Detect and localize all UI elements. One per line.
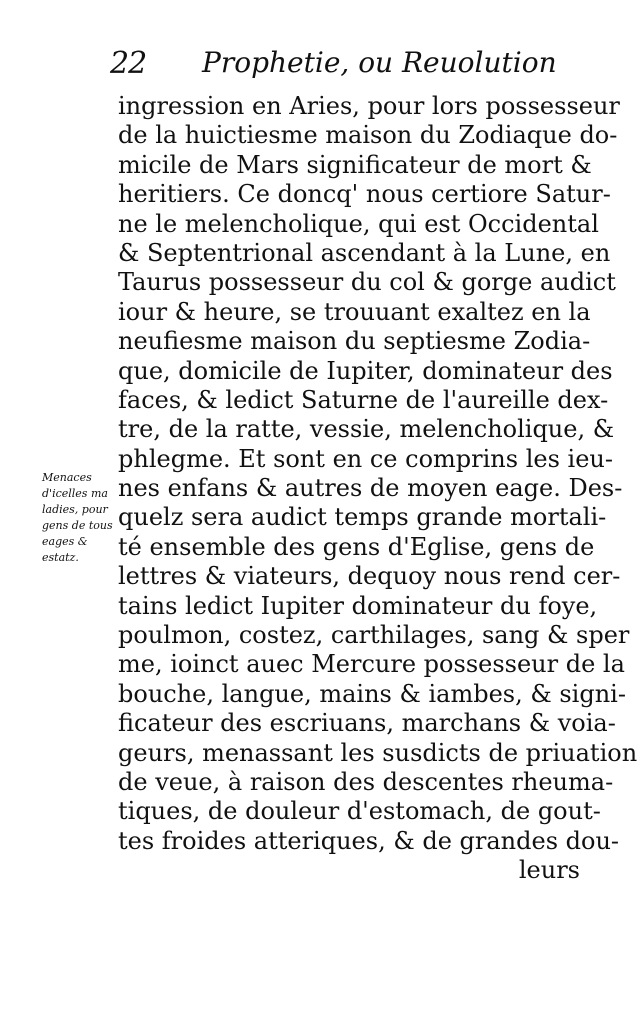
text-line: lettres & viateurs, dequoy nous rend cer- — [118, 562, 621, 591]
page-number: 22 — [110, 46, 147, 81]
text-line: tes froides atteriques, & de grandes dou- — [118, 826, 620, 855]
text-line: de la huictiesme maison du Zodiaque do- — [118, 121, 618, 150]
text-line: ingression en Aries, pour lors possesseur — [118, 92, 620, 120]
text-line: faces, & ledict Saturne de l'aureille dex- — [118, 385, 609, 414]
catchword: leurs — [518, 856, 580, 885]
margin-note-line: gens de tous — [42, 519, 113, 532]
margin-note-line: eages & — [42, 535, 88, 548]
text-line: iour & heure, se trouuant exaltez en la — [118, 297, 591, 326]
margin-note-line: ladies, pour — [42, 503, 108, 516]
text-line: geurs, menassant les susdicts de priuation — [118, 738, 637, 767]
text-line: quelz sera audict temps grande mortali- — [118, 503, 607, 532]
running-title: Prophetie, ou Reuolution — [202, 46, 557, 79]
text-line: neufiesme maison du septiesme Zodia- — [118, 327, 591, 356]
margin-note-line: Menaces — [42, 471, 92, 484]
text-line: bouche, langue, mains & iambes, & signi- — [118, 679, 626, 708]
text-line: heritiers. Ce doncq' nous certiore Satur- — [118, 180, 611, 209]
text-line: tiques, de douleur d'estomach, de gout- — [118, 797, 601, 826]
body-text — [118, 92, 637, 886]
text-line: me, ioinct auec Mercure possesseur de la — [118, 650, 625, 679]
text-line: tains ledict Iupiter dominateur du foye, — [118, 591, 598, 620]
text-line: Taurus possesseur du col & gorge audict — [118, 268, 616, 297]
text-line: poulmon, costez, carthilages, sang & sper — [118, 621, 630, 650]
text-line: micile de Mars significateur de mort & — [118, 150, 592, 179]
margin-note-line: estatz. — [42, 551, 79, 564]
text-line: nes enfans & autres de moyen eage. Des- — [118, 474, 623, 503]
text-line: phlegme. Et sont en ce comprins les ieu- — [118, 444, 613, 473]
text-line: té ensemble des gens d'Eglise, gens de — [118, 532, 595, 561]
text-line: ne le melencholique, qui est Occidental — [118, 209, 599, 238]
margin-note — [42, 470, 120, 566]
text-line: & Septentrional ascendant à la Lune, en — [118, 238, 611, 267]
margin-note-line: d'icelles ma — [42, 487, 108, 500]
text-line: de veue, à raison des descentes rheuma- — [118, 767, 614, 796]
text-line: que, domicile de Iupiter, dominateur des — [118, 356, 613, 385]
page-header — [110, 40, 557, 90]
text-line: tre, de la ratte, vessie, melencholique, & — [118, 415, 615, 444]
text-line: ficateur des escriuans, marchans & voia- — [118, 709, 616, 738]
